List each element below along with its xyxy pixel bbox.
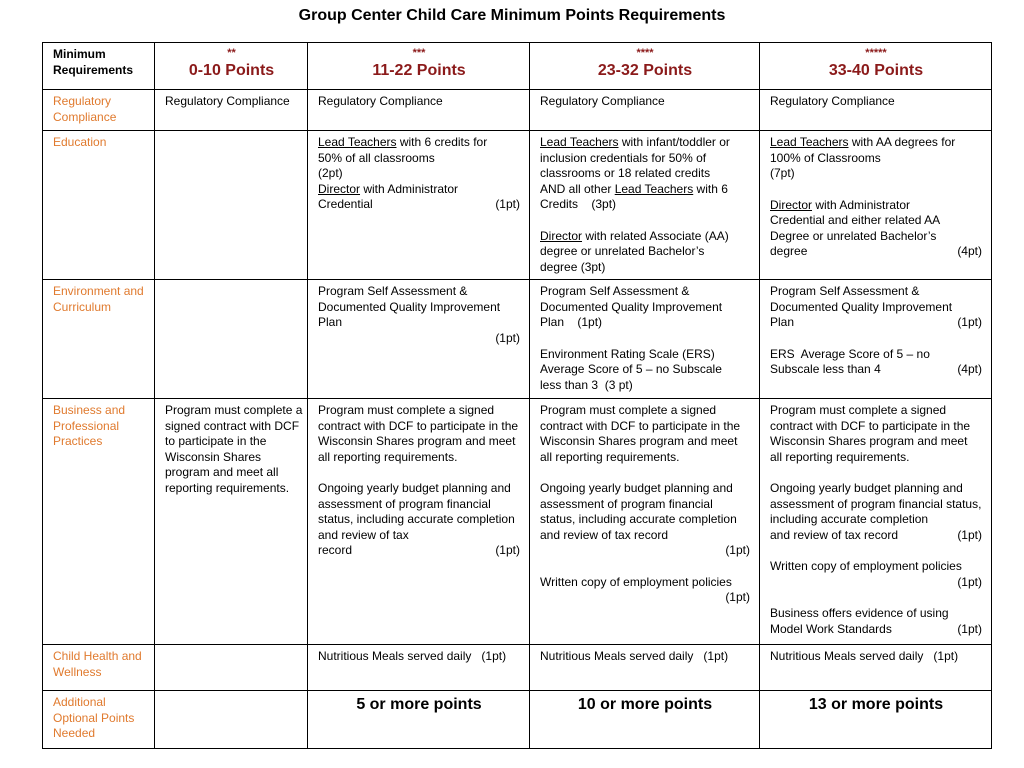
cell-text: with 6 credits for [396, 135, 488, 149]
cell-text: classrooms or 18 related credits [540, 166, 711, 180]
cell-text: Regulatory Compliance [155, 90, 308, 131]
minimum-requirements-label: Minimum Requirements [53, 47, 134, 77]
lead-teachers-term: Lead Teachers [540, 135, 619, 149]
points-value: (4pt) [957, 244, 982, 258]
cell-text: Nutritious Meals served daily (1pt) [308, 645, 530, 691]
points-value: (1pt) [957, 315, 982, 329]
education-cell-4 [760, 131, 992, 280]
cell-text: Average Score of 5 – no Subscale [540, 362, 722, 376]
additional-points-value: 10 or more points [577, 696, 713, 713]
cell-text: with Administrator [812, 197, 911, 212]
requirements-table [42, 42, 992, 749]
business-cell-1 [155, 399, 308, 645]
cell-text: with infant/toddler or [618, 135, 730, 149]
cell-text: Ongoing yearly budget planning and assessment of program financial status, including accurate completion and review of tax [318, 481, 515, 542]
points-value: (1pt) [495, 197, 520, 211]
category-business: Business and Professional Practices [43, 399, 155, 645]
business-cell-3 [530, 399, 760, 645]
additional-points-value: 5 or more points [356, 696, 482, 713]
additional-cell-3 [530, 691, 760, 749]
cell-text: (7pt) [770, 166, 795, 180]
level-header-2 [308, 43, 530, 90]
category-regulatory: Regulatory Compliance [43, 90, 155, 131]
cell-text: Plan [318, 315, 343, 329]
cell-text: Program must complete a signed contract with DCF to participate in the Wisconsin Shares program and meet all reporting requirements. [770, 403, 971, 464]
business-cell-4 [760, 399, 992, 645]
lead-teachers-term: Lead Teachers [770, 135, 849, 149]
cell-text: Plan (1pt) [540, 315, 603, 329]
level-header-1 [155, 43, 308, 90]
row-additional [43, 691, 992, 749]
director-term: Director [540, 228, 583, 243]
cell-text: Regulatory Compliance [760, 90, 992, 131]
cell-text: Documented Quality Improvement [318, 299, 501, 314]
page-title: Group Center Child Care Minimum Points Requirements [298, 7, 726, 24]
points-value: (1pt) [957, 574, 982, 589]
business-cell-2 [308, 399, 530, 645]
cell-text: 100% of Classrooms [770, 150, 881, 165]
row-environment [43, 280, 992, 399]
points-value: (1pt) [725, 590, 750, 604]
row-education [43, 131, 992, 280]
category-additional: Additional Optional Points Needed [43, 691, 155, 749]
additional-points-value: 13 or more points [808, 696, 944, 713]
cell-text: with 6 [693, 181, 728, 196]
cell-text: (2pt) [318, 166, 343, 180]
points-value: (1pt) [957, 621, 982, 636]
cell-text: Program must complete a signed contract with DCF to participate in the Wisconsin Shares program and meet all reporting requirements. [540, 403, 741, 464]
cell-text: 50% of all classrooms [318, 150, 435, 165]
cell-text: with AA degrees for [848, 135, 956, 149]
cell-text: Plan [770, 315, 795, 329]
cell-text: Documented Quality Improvement [770, 299, 953, 314]
director-term: Director [770, 197, 813, 212]
cell-text: Program Self Assessment & [318, 284, 468, 298]
cell-text: Environment Rating Scale (ERS) [540, 346, 715, 361]
category-environment: Environment and Curriculum [43, 280, 155, 399]
level-stars: ** [227, 47, 236, 59]
cell-text: inclusion credentials for 50% of [540, 150, 707, 165]
additional-cell-2 [308, 691, 530, 749]
level-points: 33-40 Points [828, 62, 924, 79]
education-cell-3 [530, 131, 760, 280]
points-value: (1pt) [495, 543, 520, 557]
header-row [43, 43, 992, 90]
additional-cell-4 [760, 691, 992, 749]
environment-cell-2 [308, 280, 530, 399]
director-term: Director [318, 181, 361, 196]
cell-text: Documented Quality Improvement [540, 299, 723, 314]
cell-text: Subscale less than 4 [770, 362, 881, 376]
education-cell-2 [308, 131, 530, 280]
environment-cell-4 [760, 280, 992, 399]
cell-text: Nutritious Meals served daily (1pt) [760, 645, 992, 691]
empty-cell [155, 691, 308, 749]
level-stars: **** [636, 47, 654, 59]
cell-text: Credits (3pt) [540, 197, 617, 211]
level-header-3 [530, 43, 760, 90]
points-value: (1pt) [725, 543, 750, 557]
cell-text: AND all other [540, 181, 615, 196]
cell-text: Ongoing yearly budget planning and assessment of program financial status, including accurate completion and review of tax record [540, 481, 737, 542]
lead-teachers-term: Lead Teachers [318, 135, 397, 149]
level-stars: *** [412, 47, 426, 59]
cell-text: Model Work Standards [770, 621, 892, 636]
cell-text: ERS Average Score of 5 – no [770, 346, 930, 361]
cell-text: degree [770, 244, 808, 258]
cell-text: and review of tax record [770, 527, 899, 542]
environment-cell-3 [530, 280, 760, 399]
cell-text: Credential [318, 197, 373, 211]
points-value: (1pt) [957, 527, 982, 542]
level-points: 23-32 Points [597, 62, 693, 79]
cell-text: with related Associate (AA) [582, 228, 729, 243]
empty-cell [155, 280, 308, 399]
level-points: 0-10 Points [188, 62, 275, 79]
row-regulatory [43, 90, 992, 131]
level-stars: ***** [865, 47, 887, 59]
cell-text: Business offers evidence of using [770, 606, 949, 620]
cell-text: degree (3pt) [540, 259, 606, 274]
cell-text: Credential and either related AA [770, 213, 941, 227]
corner-cell [43, 43, 155, 90]
points-value: (1pt) [495, 330, 520, 345]
cell-text: Written copy of employment policies [770, 559, 962, 573]
cell-text: Regulatory Compliance [308, 90, 530, 131]
category-health: Child Health and Wellness [43, 645, 155, 691]
row-health [43, 645, 992, 691]
cell-text: Program Self Assessment & [540, 284, 690, 298]
cell-text: Nutritious Meals served daily (1pt) [530, 645, 760, 691]
cell-text: Regulatory Compliance [530, 90, 760, 131]
level-header-4 [760, 43, 992, 90]
level-points: 11-22 Points [372, 62, 466, 79]
lead-teachers-term: Lead Teachers [614, 181, 694, 196]
cell-text: with Administrator [360, 181, 459, 196]
cell-text: Written copy of employment policies [540, 574, 732, 589]
cell-text: less than 3 (3 pt) [540, 377, 633, 392]
cell-text: degree or unrelated Bachelor’s [540, 244, 705, 258]
empty-cell [155, 131, 308, 280]
cell-text: Degree or unrelated Bachelor’s [770, 228, 937, 243]
row-business [43, 399, 992, 645]
cell-text: Program Self Assessment & [770, 284, 920, 298]
empty-cell [155, 645, 308, 691]
cell-text: record [318, 543, 353, 557]
points-value: (4pt) [957, 362, 982, 376]
category-education: Education [43, 131, 155, 280]
cell-text: Program must complete a signed contract with DCF to participate in the Wisconsin Shares program and meet all reporting requirements. [318, 403, 519, 464]
cell-text: Ongoing yearly budget planning and assessment of program financial status, including accurate completion [770, 481, 982, 526]
cell-text: Program must complete a signed contract with DCF to participate in the Wisconsin Shares program and meet all reporting requirements. [165, 403, 303, 495]
